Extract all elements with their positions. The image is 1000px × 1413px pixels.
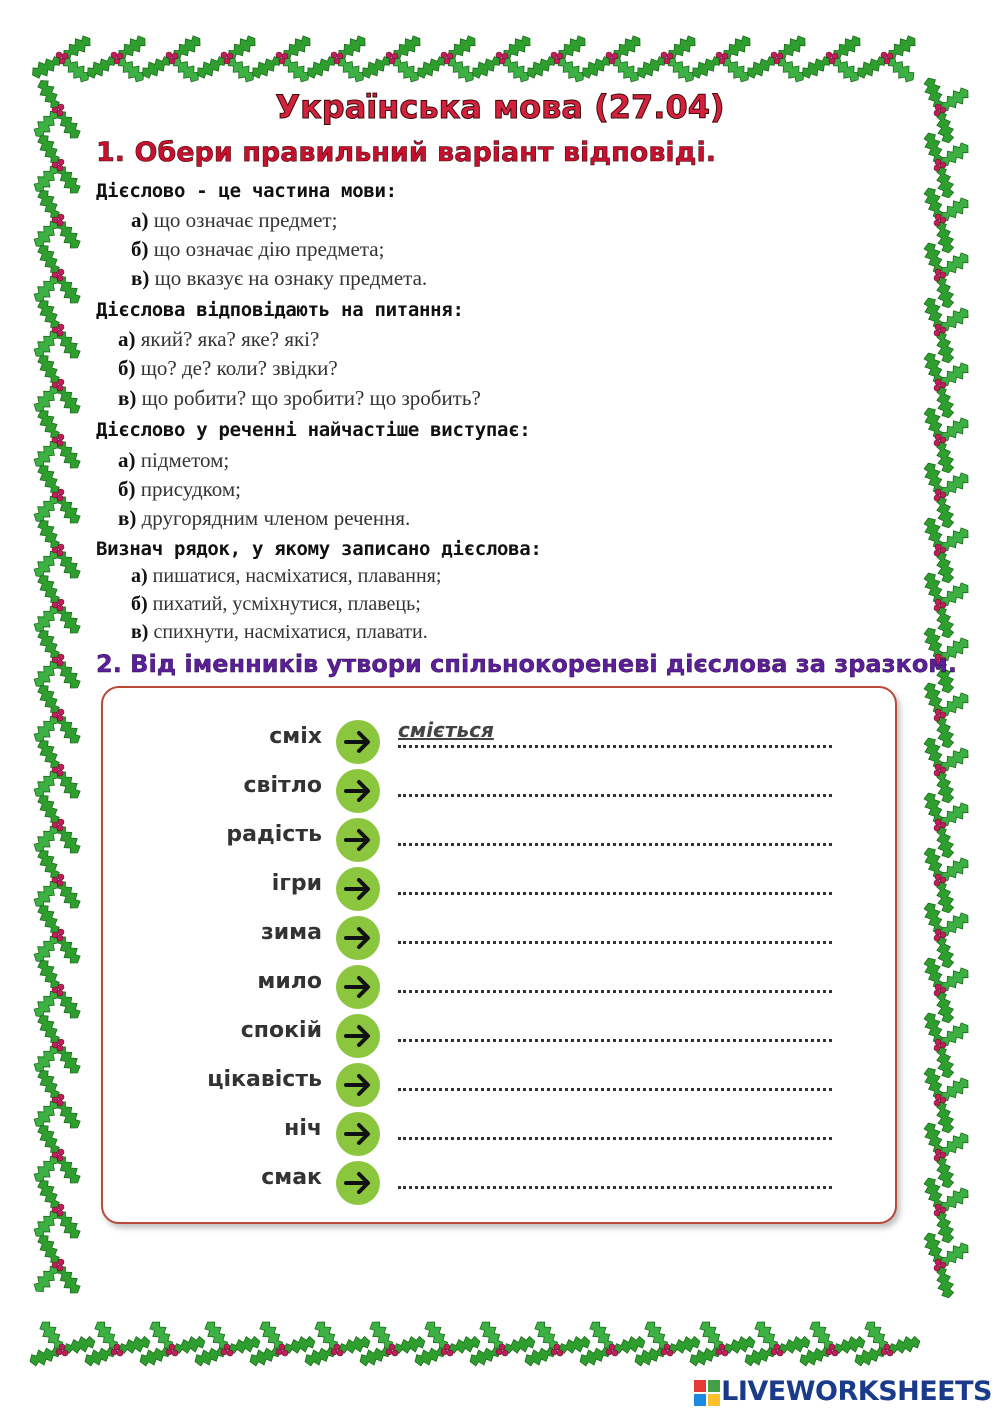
arrow-right-icon: [336, 1063, 380, 1107]
liveworksheets-logo-icon: [694, 1380, 720, 1406]
answer-line[interactable]: [398, 1186, 832, 1189]
arrow-right-icon: [336, 818, 380, 862]
question-3-option-a[interactable]: а) підметом;: [118, 448, 230, 472]
holly-leaf-icon: [30, 627, 84, 693]
holly-leaf-icon: [30, 297, 84, 363]
holly-leaf-icon: [30, 187, 84, 253]
question-2-option-a[interactable]: а) який? яка? яке? які?: [118, 327, 320, 351]
noun-word: радість: [226, 822, 322, 847]
word-row: [0, 1012, 1000, 1058]
word-row: [0, 1159, 1000, 1205]
holly-leaf-icon: [30, 242, 84, 308]
holly-leaf-icon: [634, 32, 700, 86]
example-answer: сміється: [398, 718, 494, 742]
holly-leaf-icon: [689, 32, 755, 86]
holly-leaf-icon: [249, 32, 315, 86]
word-row: [0, 865, 1000, 911]
noun-word: сміх: [269, 724, 322, 749]
question-1-option-b[interactable]: б) що означає дію предмета;: [131, 237, 385, 261]
noun-word: ніч: [284, 1116, 322, 1141]
word-row: [0, 718, 1000, 764]
question-1-option-c[interactable]: в) що вказує на ознаку предмета.: [131, 266, 428, 290]
question-4-option-c[interactable]: в) спихнути, насміхатися, плавати.: [131, 621, 428, 643]
answer-line[interactable]: [398, 941, 832, 944]
holly-leaf-icon: [469, 32, 535, 86]
arrow-right-icon: [336, 1112, 380, 1156]
noun-word: цікавість: [207, 1067, 322, 1092]
section-1-heading: 1. Обери правильний варіант відповіді.: [96, 137, 716, 168]
question-4-option-a[interactable]: а) пишатися, насміхатися, плавання;: [131, 565, 442, 587]
arrow-right-icon: [336, 867, 380, 911]
holly-leaf-icon: [30, 1232, 84, 1298]
holly-leaf-icon: [30, 132, 84, 198]
answer-line[interactable]: [398, 892, 832, 895]
word-row: [0, 1061, 1000, 1107]
noun-word: мило: [257, 969, 322, 994]
word-row: [0, 963, 1000, 1009]
noun-word: ігри: [271, 871, 322, 896]
noun-word: зима: [260, 920, 322, 945]
holly-leaf-icon: [30, 462, 84, 528]
holly-leaf-icon: [30, 572, 84, 638]
noun-word: смак: [261, 1165, 322, 1190]
question-1: Дієслово - це частина мови:: [96, 180, 397, 202]
arrow-right-icon: [336, 1014, 380, 1058]
word-row: [0, 767, 1000, 813]
word-row: [0, 914, 1000, 960]
question-3-option-b[interactable]: б) присудком;: [118, 477, 241, 501]
answer-line[interactable]: [398, 745, 832, 748]
holly-leaf-icon: [854, 32, 920, 86]
holly-leaf-icon: [139, 32, 205, 86]
question-2: Дієслова відповідають на питання:: [96, 299, 464, 321]
arrow-right-icon: [336, 1161, 380, 1205]
holly-leaf-icon: [84, 32, 150, 86]
holly-leaf-icon: [359, 32, 425, 86]
question-2-option-c[interactable]: в) що робити? що зробити? що зробить?: [118, 386, 481, 410]
arrow-right-icon: [336, 720, 380, 764]
holly-leaf-icon: [30, 352, 84, 418]
answer-line[interactable]: [398, 1088, 832, 1091]
question-4: Визнач рядок, у якому записано дієслова:: [96, 538, 542, 560]
holly-leaf-icon: [414, 32, 480, 86]
word-row: [0, 816, 1000, 862]
question-2-option-b[interactable]: б) що? де? коли? звідки?: [118, 356, 338, 380]
holly-leaf-icon: [524, 32, 590, 86]
holly-leaf-icon: [799, 32, 865, 86]
question-1-option-a[interactable]: а) що означає предмет;: [131, 208, 338, 232]
arrow-right-icon: [336, 916, 380, 960]
answer-line[interactable]: [398, 990, 832, 993]
answer-line[interactable]: [398, 794, 832, 797]
arrow-right-icon: [336, 769, 380, 813]
brand-footer[interactable]: LIVEWORKSHEETS: [721, 1376, 992, 1407]
question-4-option-b[interactable]: б) пихатий, усміхнутися, плавець;: [131, 593, 421, 615]
noun-word: спокій: [240, 1018, 322, 1043]
holly-leaf-icon: [194, 32, 260, 86]
noun-word: світло: [243, 773, 322, 798]
answer-line[interactable]: [398, 1039, 832, 1042]
page-title: Українська мова (27.04): [275, 88, 725, 126]
arrow-right-icon: [336, 965, 380, 1009]
holly-leaf-icon: [30, 407, 84, 473]
question-3-option-c[interactable]: в) другорядним членом речення.: [118, 506, 411, 530]
answer-line[interactable]: [398, 1137, 832, 1140]
holly-leaf-icon: [30, 517, 84, 583]
question-3: Дієслово у реченні найчастіше виступає:: [96, 419, 531, 441]
holly-leaf-icon: [744, 32, 810, 86]
answer-line[interactable]: [398, 843, 832, 846]
holly-leaf-icon: [579, 32, 645, 86]
word-row: [0, 1110, 1000, 1156]
section-2-heading: 2. Від іменників утвори спільнокореневі дієслова за зразком.: [96, 650, 958, 678]
holly-leaf-icon: [29, 32, 95, 86]
holly-leaf-icon: [304, 32, 370, 86]
